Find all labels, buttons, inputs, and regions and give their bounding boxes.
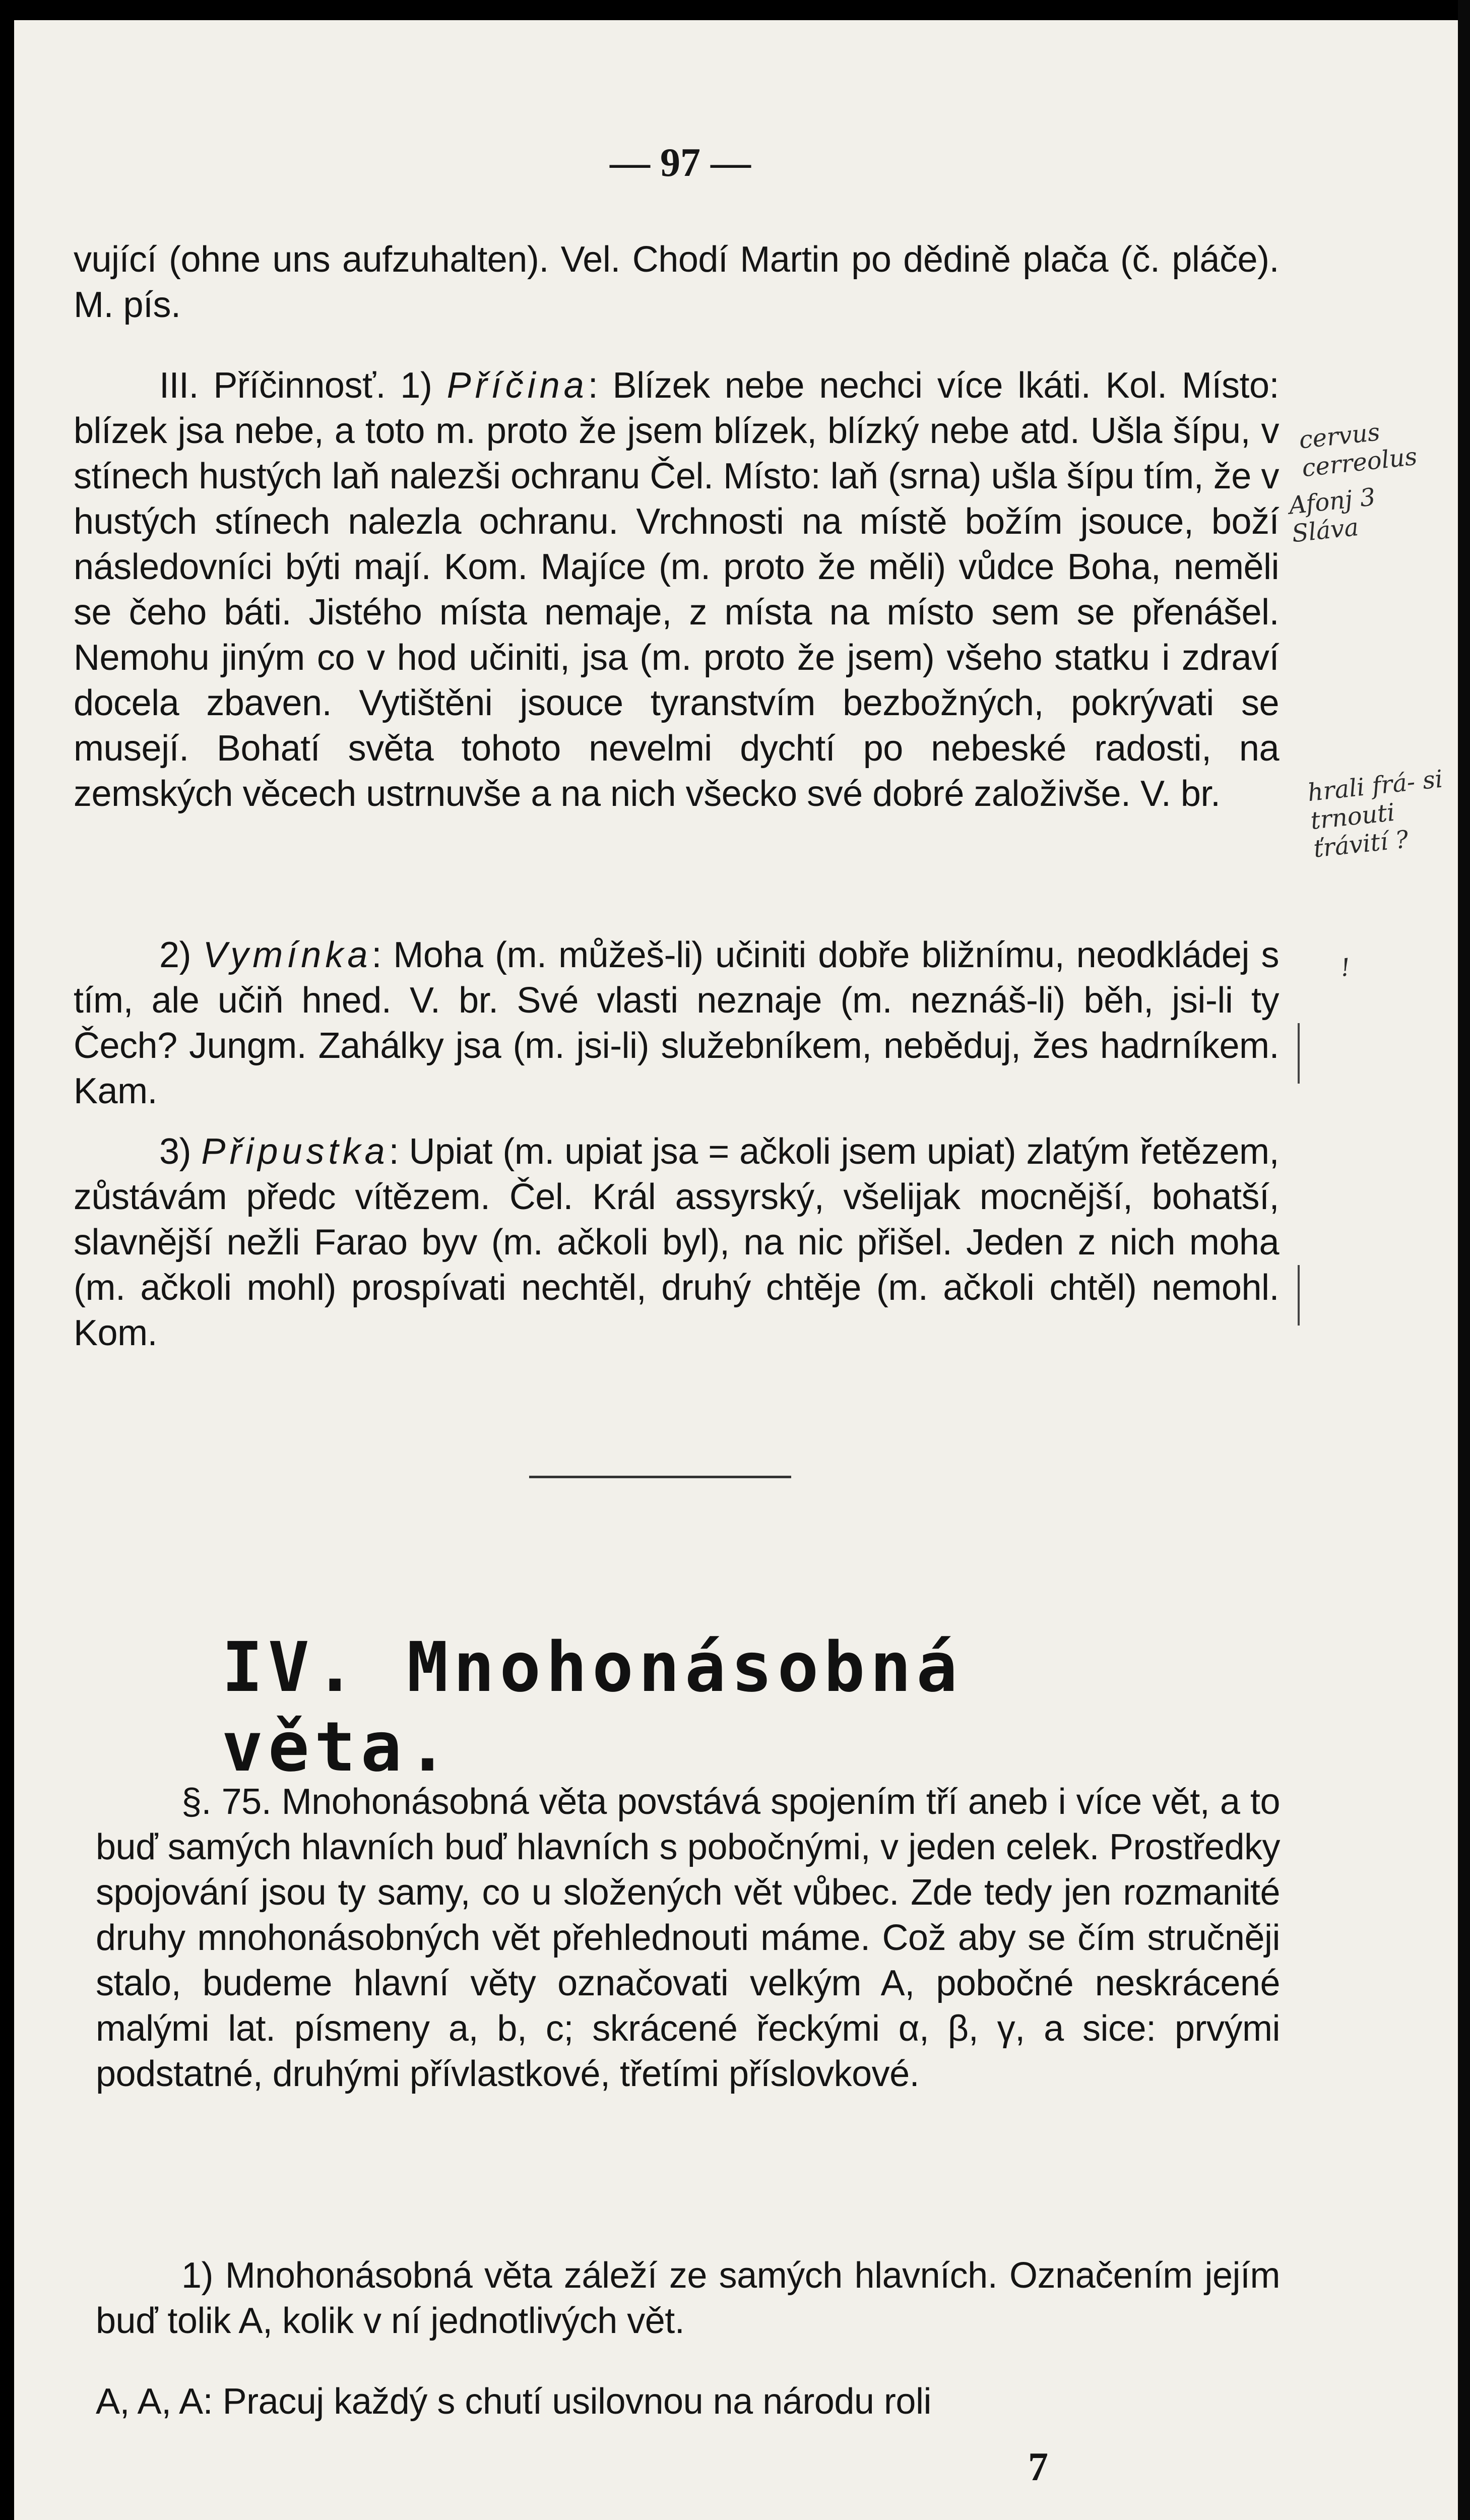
paragraph-75 (96, 1779, 1280, 2097)
handwritten-note: cervus cerreolus (1297, 418, 1419, 483)
handwritten-note: hrali frá- si trnouti ťrávití ? (1306, 765, 1444, 863)
term-pricina: Příčina (446, 365, 588, 406)
signature-mark: 7 (1028, 2445, 1048, 2489)
paragraph-text: A, A, A: Pracuj každý s chutí usilovnou na národu roli (96, 2381, 931, 2422)
paragraph-text: 1) Mnohonásobná věta záleží ze samých hlavních. Označením jejím buď tolik A, kolik v ní jednotlivých vět. (96, 2255, 1280, 2341)
paragraph-example (96, 2379, 1280, 2424)
handwritten-note: ! (1339, 953, 1352, 982)
term-pripustka: Připustka (201, 1131, 389, 1172)
section-heading: IV. Mnohonásobná věta. (222, 1628, 963, 1787)
term-vyminka: Vymínka (203, 935, 372, 975)
scan-border (1458, 0, 1470, 2520)
paragraph-concession (74, 1129, 1279, 1356)
margin-mark (1298, 1023, 1300, 1084)
handwritten-note: Afonj 3 Sláva (1287, 482, 1377, 548)
margin-mark (1298, 1265, 1300, 1326)
paragraph-text: 3) Připustka: Upiat (m. upiat jsa = ačkoli jsem upiat) zlatým řetězem, zůstávám předc vítězem. Čel. Král assyrský, všelijak mocnější, bohatší, slavnější nežli Farao byv (m. ačkoli byl), na nic přišel. Jeden z nich moha (m. ačkoli mohl) prospívati nechtěl, druhý chtěje (m. ačkoli chtěl) nemohl. Kom. (74, 1131, 1280, 1353)
paragraph-text: §. 75. Mnohonásobná věta povstává spojením tří aneb i více vět, a to buď samých hlavních buď hlavních s pobočnými, v jeden celek. Prostředky spojování jsou ty samy, co u složených vět vůbec. Zde tedy jen rozmanité druhy mnohonásobných vět přehlednouti máme. Což aby se čím stručněji stalo, budeme hlavní věty označovati velkým A, pobočné neskrácené malými lat. písmeny a, b, c; skrácené řeckými α, β, γ, a sice: prvými podstatné, druhými přívlastkové, třetími příslovkové. (96, 1782, 1280, 2094)
paragraph-continuation (74, 237, 1279, 328)
paragraph-causality (74, 363, 1279, 816)
paragraph-rule-1 (96, 2253, 1280, 2344)
paragraph-text: 2) Vymínka: Moha (m. můžeš-li) učiniti dobře bližnímu, neodkládej s tím, ale učiň hned. V. br. Své vlasti neznaje (m. neznáš-li) běh, jsi-li ty Čech? Jungm. Zahálky jsa (m. jsi-li) služebníkem, neběduj, žes hadrníkem. Kam. (74, 935, 1279, 1111)
paragraph-text: vující (ohne uns aufzuhalten). Vel. Chodí Martin po dědině plača (č. pláče). M. pís. (74, 239, 1279, 325)
paragraph-text: III. Příčinnosť. 1) Příčina: Blízek nebe nechci více lkáti. Kol. Místo: blízek jsa nebe, a toto m. proto že jsem blízek, blízký nebe atd. Ušla šípu, v stínech hustých laň nalezši ochranu Čel. Místo: laň (srna) ušla šípu tím, že v hustých stínech nalezla ochranu. Vrchnosti na místě božím jsouce, boží následovníci býti mají. Kom. Majíce (m. proto že měli) vůdce Boha, neměli se čeho báti. Jistého místa nemaje, z místa na místo sem se přenášel. Nemohu jiným co v hod učiniti, jsa (m. proto že jsem) všeho statku i zdraví docela zbaven. Vytištěni jsouce tyranstvím bezbožných, pokrývati se musejí. Bohatí světa tohoto nevelmi dychtí po nebeské radosti, na zemských věcech ustrnuvše a na nich všecko své dobré založivše. V. br. (74, 365, 1279, 814)
section-divider (529, 1476, 791, 1478)
paragraph-condition (74, 932, 1279, 1114)
page-number: — 97 — (610, 141, 751, 185)
